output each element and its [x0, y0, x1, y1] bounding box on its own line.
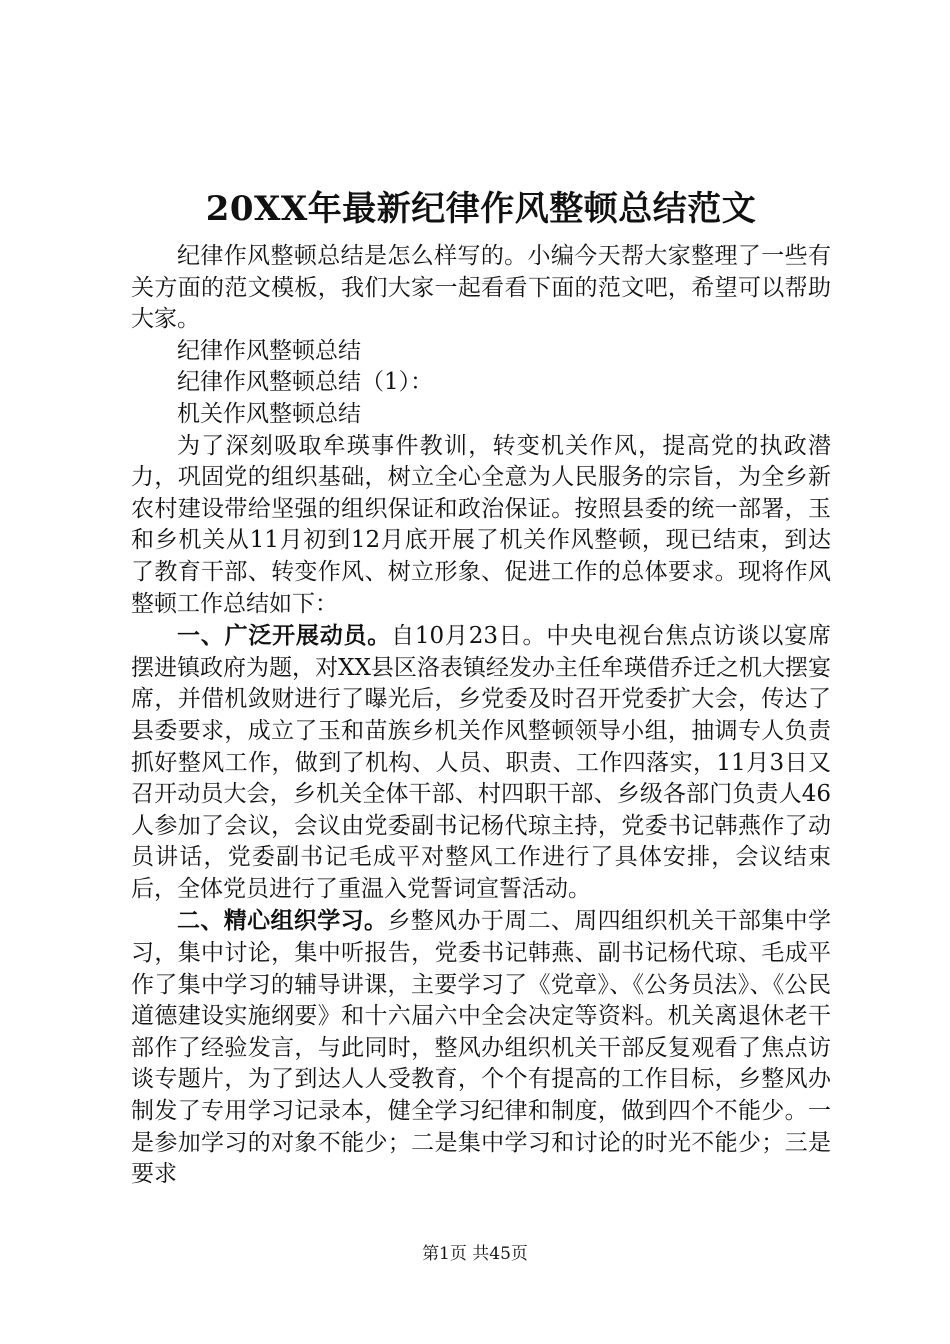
document-body — [131, 189, 831, 1191]
body-paragraph-2 — [131, 620, 831, 905]
body-paragraph-1-text: 为了深刻吸取牟瑛事件教训，转变机关作风，提高党的执政潜力，巩固党的组织基础，树立全心全意为人民服务的宗旨，为全乡新农村建设带给坚强的组织保证和政治保证。按照县委的统一部署，玉和乡机关从11月初到12月底开展了机关作风整顿，现已结束，到达了教育干部、转变作风、树立形象、促进工作的总体要求。现将作风整顿工作总结如下： — [131, 432, 831, 617]
section-heading-1: 一、广泛开展动员。 — [177, 622, 392, 650]
intro-text: 纪律作风整顿总结是怎么样写的。小编今天帮大家整理了一些有关方面的范文模板，我们大家一起看看下面的范文吧，希望可以帮助大家。 — [131, 243, 831, 333]
page-footer — [0, 1243, 950, 1265]
intro-paragraph — [131, 241, 831, 336]
document-title: 20XX年最新纪律作风整顿总结范文 — [205, 189, 757, 229]
body-paragraph-3-text: 乡整风办于周二、周四组织机关干部集中学习，集中讨论，集中听报告，党委书记韩燕、副书记杨代琼、毛成平作了集中学习的辅导讲课，主要学习了《党章》、《公务员法》、《公民道德建设实施纲要》和十六届六中全会决定等资料。机关离退休老干部作了经验发言，与此同时，整风办组织机关干部反复观看了焦点访谈专题片，为了到达人人受教育，个个有提高的工作目标，乡整风办制发了专用学习记录本，健全学习纪律和制度，做到四个不能少。一是参加学习的对象不能少；二是集中学习和讨论的时光不能少；三是要求 — [131, 908, 832, 1188]
section-label-text: 纪律作风整顿总结（1）： — [177, 369, 434, 396]
article-heading-line — [131, 399, 831, 431]
section-label-line — [131, 367, 831, 399]
subtitle-line — [131, 336, 831, 368]
section-heading-2: 二、精心组织学习。 — [177, 907, 388, 935]
body-paragraph-1 — [131, 431, 831, 621]
body-paragraph-3 — [131, 905, 831, 1190]
subtitle-text: 纪律作风整顿总结 — [177, 337, 361, 364]
article-heading-text: 机关作风整顿总结 — [177, 400, 361, 427]
page-number-label: 第1页 共45页 — [422, 1244, 528, 1264]
body-paragraph-2-text: 自10月23日。中央电视台焦点访谈以宴席摆进镇政府为题，对XX县区洛表镇经发办主任牟瑛借乔迁之机大摆宴席，并借机敛财进行了曝光后，乡党委及时召开党委扩大会，传达了县委要求，成立了玉和苗族乡机关作风整顿领导小组，抽调专人负责抓好整风工作，做到了机构、人员、职责、工作四落实，11月3日又召开动员大会，乡机关全体干部、村四职干部、乡级各部门负责人46人参加了会议，会议由党委副书记杨代琼主持，党委书记韩燕作了动员讲话，党委副书记毛成平对整风工作进行了具体安排，会议结束后，全体党员进行了重温入党誓词宣誓活动。 — [131, 623, 832, 902]
